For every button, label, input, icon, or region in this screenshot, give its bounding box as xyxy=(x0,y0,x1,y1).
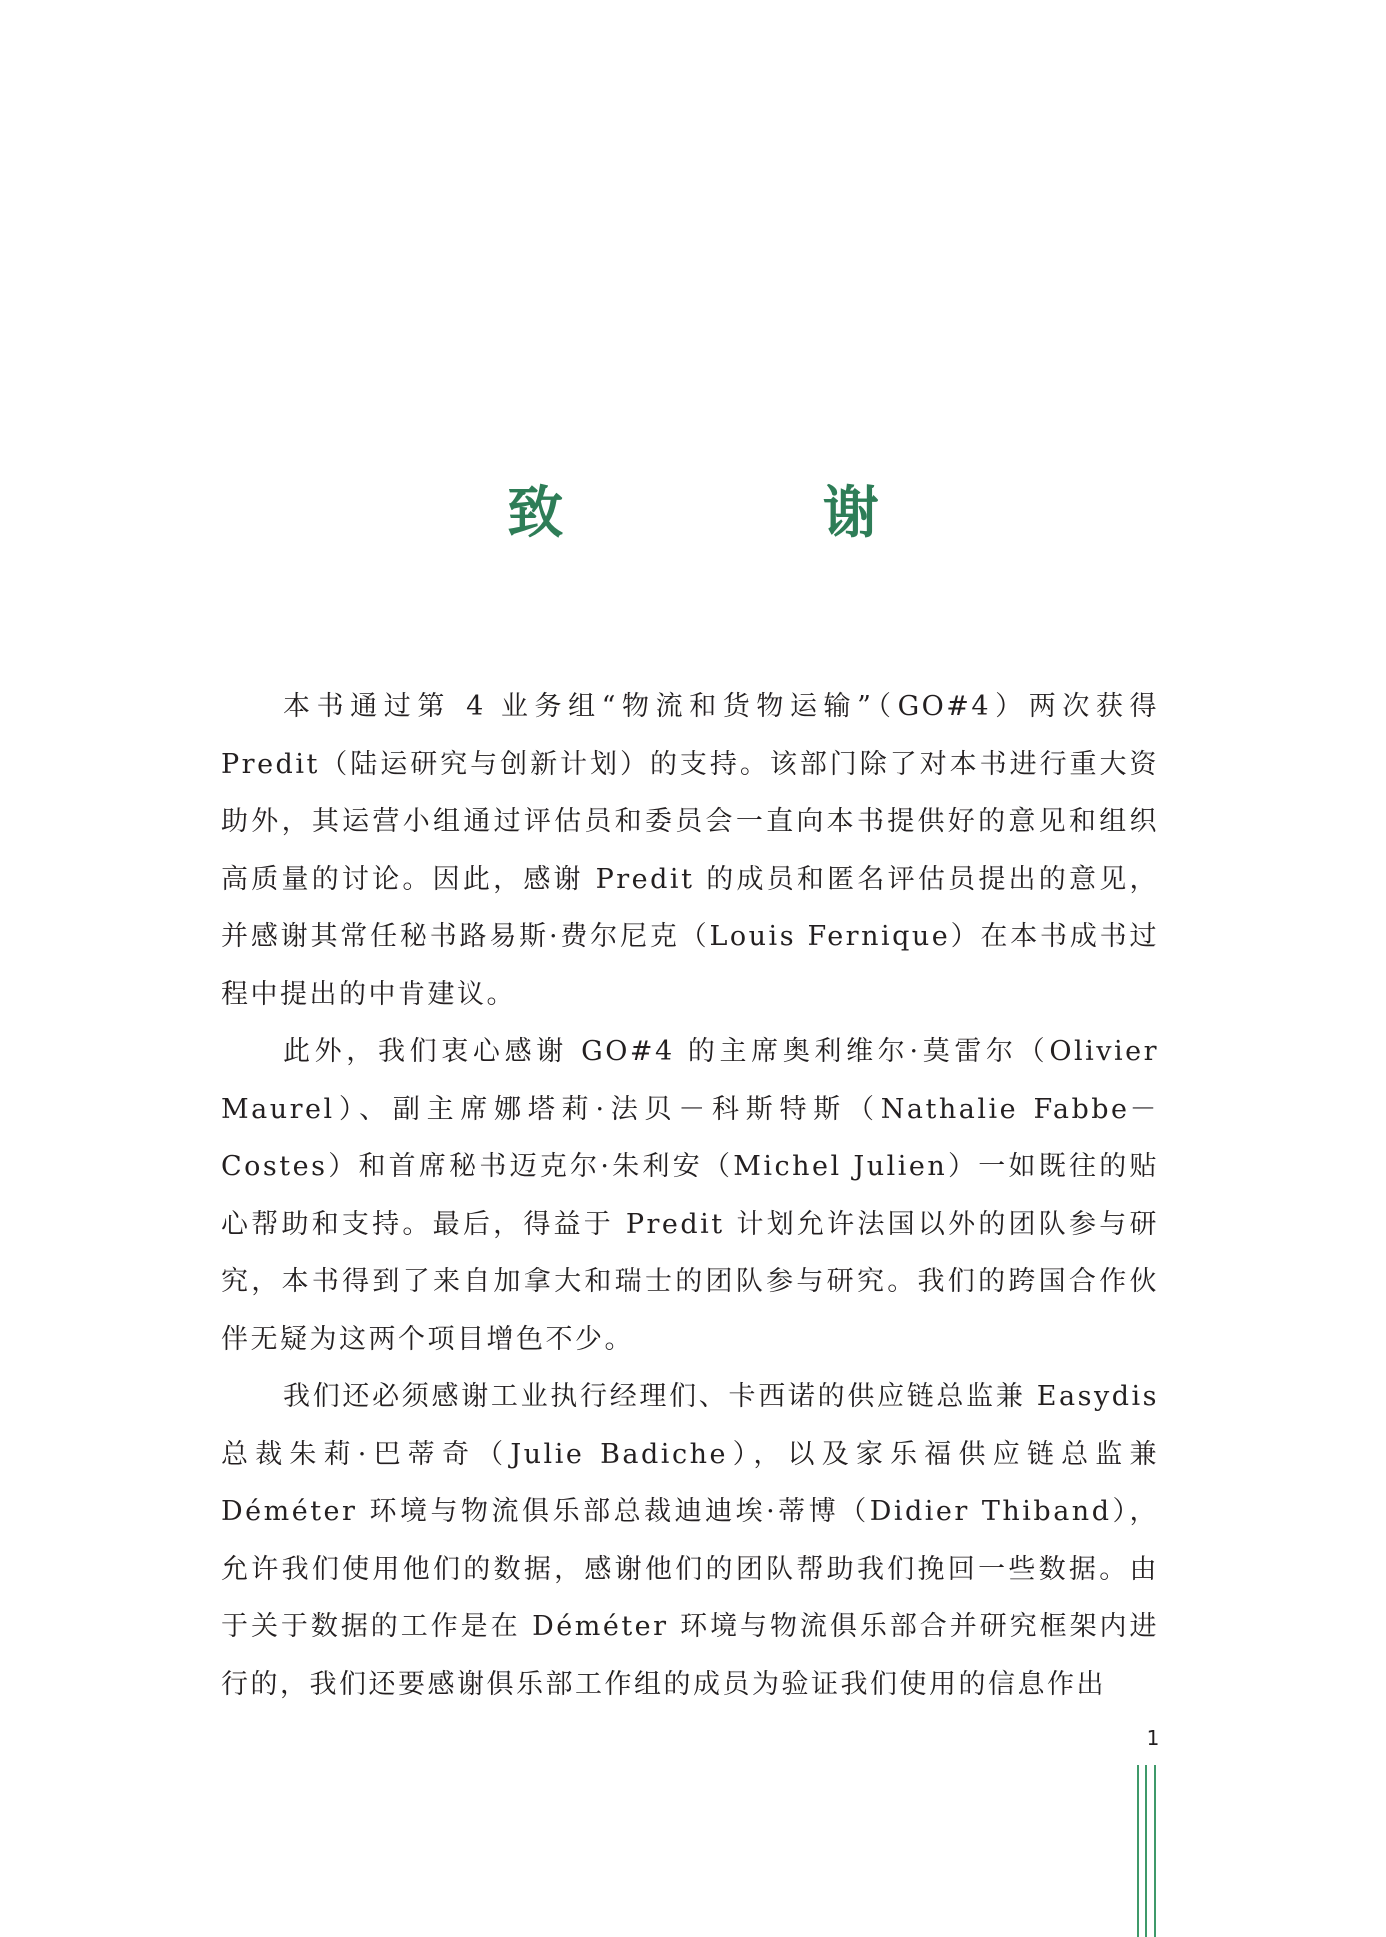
page-title: 致 谢 xyxy=(507,479,999,546)
body-text xyxy=(221,678,1159,1713)
margin-line-2 xyxy=(1145,1765,1147,1937)
margin-line-3 xyxy=(1154,1765,1156,1937)
margin-line-1 xyxy=(1137,1765,1139,1937)
paragraph-2: 此外，我们衷心感谢 GO#4 的主席奥利维尔·莫雷尔（Olivier Maurel）、副主席娜塔莉·法贝－科斯特斯（Nathalie Fabbe－Costes）和首席秘书迈克尔·朱利安（Michel Julien）一如既往的贴心帮助和支持。最后，得益于 Predit 计划允许法国以外的团队参与研究，本书得到了来自加拿大和瑞士的团队参与研究。我们的跨国合作伙伴无疑为这两个项目增色不少。 xyxy=(221,1036,1159,1355)
margin-decoration-lines xyxy=(1137,1765,1159,1937)
paragraph-1: 本书通过第 4 业务组“物流和货物运输”（GO#4）两次获得 Predit（陆运研究与创新计划）的支持。该部门除了对本书进行重大资助外，其运营小组通过评估员和委员会一直向本书提供好的意见和组织高质量的讨论。因此，感谢 Predit 的成员和匿名评估员提出的意见，并感谢其常任秘书路易斯·费尔尼克（Louis Fernique）在本书成书过程中提出的中肯建议。 xyxy=(221,691,1159,1010)
page-number: 1 xyxy=(1146,1726,1160,1750)
paragraph-3: 我们还必须感谢工业执行经理们、卡西诺的供应链总监兼 Easydis 总裁朱莉·巴蒂奇（Julie Badiche），以及家乐福供应链总监兼 Déméter 环境与物流俱乐部总裁迪迪埃·蒂博（Didier Thiband），允许我们使用他们的数据，感谢他们的团队帮助我们挽回一些数据。由于关于数据的工作是在 Déméter 环境与物流俱乐部合并研究框架内进行的，我们还要感谢俱乐部工作组的成员为验证我们使用的信息作出 xyxy=(221,1381,1159,1700)
